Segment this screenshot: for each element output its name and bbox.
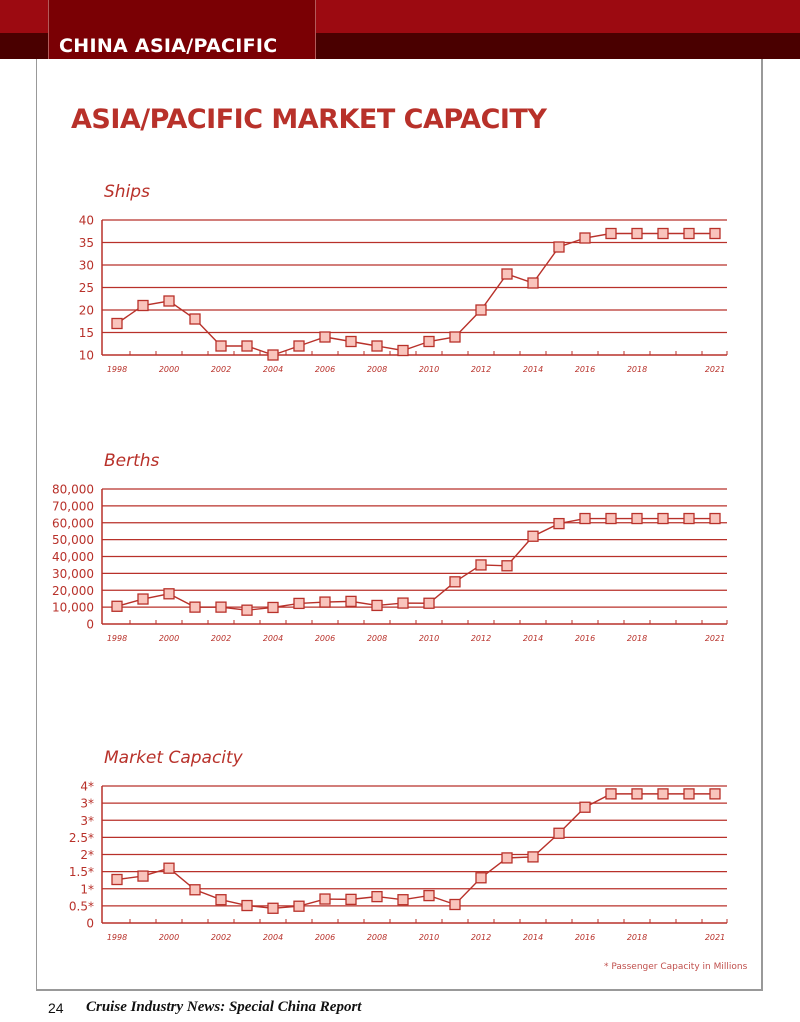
publication-name: Cruise Industry News: Special China Report: [86, 999, 362, 1015]
data-point-marker: [112, 319, 122, 329]
data-point-marker: [138, 301, 148, 311]
y-tick-label: 20,000: [52, 583, 94, 598]
data-point-marker: [710, 514, 720, 524]
x-tick-label: 2016: [574, 634, 596, 643]
x-tick-label: 2006: [314, 634, 336, 643]
y-tick-label: 10: [78, 348, 94, 363]
ships-line-chart: [0, 205, 800, 385]
x-tick-label: 1998: [106, 933, 128, 942]
x-tick-label: 2000: [158, 365, 180, 374]
data-point-marker: [190, 314, 200, 324]
y-tick-label: 35: [78, 236, 94, 250]
chart-title-market-capacity: Market Capacity: [104, 748, 243, 768]
x-tick-label: 2012: [470, 365, 492, 374]
data-point-marker: [398, 598, 408, 608]
data-point-marker: [710, 789, 720, 799]
page-number: 24: [48, 1000, 64, 1016]
data-point-marker: [424, 891, 434, 901]
y-tick-label: 0: [86, 617, 94, 632]
y-tick-label: 3*: [80, 813, 94, 828]
data-point-marker: [580, 514, 590, 524]
data-point-marker: [476, 873, 486, 883]
x-tick-label: 2006: [314, 933, 336, 942]
data-point-marker: [372, 600, 382, 610]
x-tick-label: 2010: [418, 634, 440, 643]
data-point-marker: [658, 514, 668, 524]
series-line: [117, 519, 715, 611]
x-tick-label: 2000: [158, 933, 180, 942]
y-tick-label: 25: [78, 281, 94, 295]
data-point-marker: [164, 863, 174, 873]
data-point-marker: [580, 802, 590, 812]
data-point-marker: [320, 332, 330, 342]
x-tick-label: 2006: [314, 365, 336, 374]
data-point-marker: [164, 589, 174, 599]
y-tick-label: 10,000: [52, 600, 94, 615]
y-tick-label: 30,000: [52, 566, 94, 581]
y-tick-label: 2*: [80, 848, 94, 862]
x-tick-label: 2010: [418, 933, 440, 942]
data-point-marker: [424, 598, 434, 608]
x-tick-label: 2021: [704, 634, 726, 643]
y-tick-label: 20: [78, 303, 94, 318]
data-point-marker: [554, 519, 564, 529]
y-tick-label: 30: [78, 258, 94, 273]
page-title: ASIA/PACIFIC MARKET CAPACITY: [71, 104, 547, 135]
data-point-marker: [502, 561, 512, 571]
data-point-marker: [528, 531, 538, 541]
y-tick-label: 15: [78, 326, 94, 340]
data-point-marker: [398, 346, 408, 356]
y-tick-label: 0: [86, 916, 94, 931]
data-point-marker: [684, 229, 694, 239]
x-tick-label: 2000: [158, 634, 180, 643]
data-point-marker: [372, 892, 382, 902]
data-point-marker: [268, 350, 278, 360]
data-point-marker: [684, 789, 694, 799]
data-point-marker: [684, 514, 694, 524]
x-tick-label: 2010: [418, 365, 440, 374]
section-tab: [48, 0, 316, 59]
y-tick-label: 1.5*: [68, 865, 94, 880]
data-point-marker: [138, 594, 148, 604]
x-tick-label: 2021: [704, 933, 726, 942]
data-point-marker: [580, 233, 590, 243]
data-point-marker: [554, 242, 564, 252]
data-point-marker: [450, 332, 460, 342]
data-point-marker: [190, 602, 200, 612]
data-point-marker: [346, 894, 356, 904]
x-tick-label: 2018: [626, 933, 648, 942]
data-point-marker: [372, 341, 382, 351]
y-tick-label: 0.5*: [68, 899, 94, 914]
x-tick-label: 2014: [522, 634, 544, 643]
data-point-marker: [320, 597, 330, 607]
x-tick-label: 2008: [366, 365, 388, 374]
data-point-marker: [190, 885, 200, 895]
x-tick-label: 2002: [210, 634, 232, 643]
y-tick-label: 2.5*: [68, 830, 94, 845]
data-point-marker: [398, 895, 408, 905]
y-tick-label: 60,000: [52, 516, 94, 531]
x-tick-label: 2018: [626, 365, 648, 374]
x-tick-label: 2004: [262, 634, 284, 643]
series-line: [117, 234, 715, 356]
data-point-marker: [476, 305, 486, 315]
data-point-marker: [242, 605, 252, 615]
data-point-marker: [450, 577, 460, 587]
section-label: CHINA ASIA/PACIFIC: [59, 35, 278, 57]
y-tick-label: 4*: [80, 779, 94, 794]
chart-title-berths: Berths: [104, 451, 160, 471]
data-point-marker: [554, 828, 564, 838]
data-point-marker: [320, 894, 330, 904]
data-point-marker: [346, 337, 356, 347]
data-point-marker: [658, 229, 668, 239]
data-point-marker: [346, 596, 356, 606]
data-point-marker: [632, 514, 642, 524]
data-point-marker: [242, 901, 252, 911]
x-tick-label: 2008: [366, 933, 388, 942]
data-point-marker: [658, 789, 668, 799]
data-point-marker: [294, 341, 304, 351]
x-tick-label: 2004: [262, 365, 284, 374]
data-point-marker: [268, 602, 278, 612]
series-line: [117, 794, 715, 908]
data-point-marker: [268, 903, 278, 913]
y-tick-label: 40: [78, 213, 94, 228]
data-point-marker: [242, 341, 252, 351]
data-point-marker: [164, 296, 174, 306]
data-point-marker: [710, 229, 720, 239]
data-point-marker: [424, 337, 434, 347]
data-point-marker: [450, 900, 460, 910]
footnote: * Passenger Capacity in Millions: [604, 962, 748, 972]
x-tick-label: 1998: [106, 634, 128, 643]
x-tick-label: 2012: [470, 933, 492, 942]
data-point-marker: [528, 852, 538, 862]
data-point-marker: [528, 278, 538, 288]
x-tick-label: 2002: [210, 933, 232, 942]
data-point-marker: [606, 229, 616, 239]
data-point-marker: [606, 789, 616, 799]
x-tick-label: 2021: [704, 365, 726, 374]
y-tick-label: 3*: [80, 796, 94, 811]
data-point-marker: [216, 895, 226, 905]
x-tick-label: 2004: [262, 933, 284, 942]
x-tick-label: 2014: [522, 933, 544, 942]
data-point-marker: [502, 269, 512, 279]
data-point-marker: [606, 514, 616, 524]
data-point-marker: [216, 341, 226, 351]
data-point-marker: [502, 853, 512, 863]
data-point-marker: [632, 789, 642, 799]
x-tick-label: 1998: [106, 365, 128, 374]
x-tick-label: 2008: [366, 634, 388, 643]
x-tick-label: 2016: [574, 365, 596, 374]
chart-title-ships: Ships: [104, 182, 150, 202]
data-point-marker: [476, 560, 486, 570]
x-tick-label: 2016: [574, 933, 596, 942]
x-tick-label: 2014: [522, 365, 544, 374]
x-tick-label: 2012: [470, 634, 492, 643]
data-point-marker: [632, 229, 642, 239]
x-tick-label: 2018: [626, 634, 648, 643]
data-point-marker: [294, 901, 304, 911]
y-tick-label: 50,000: [52, 533, 94, 548]
y-tick-label: 40,000: [52, 550, 94, 564]
data-point-marker: [216, 602, 226, 612]
data-point-marker: [294, 598, 304, 608]
data-point-marker: [138, 871, 148, 881]
market-capacity-line-chart: [0, 772, 800, 952]
x-tick-label: 2002: [210, 365, 232, 374]
y-tick-label: 70,000: [52, 499, 94, 514]
data-point-marker: [112, 875, 122, 885]
data-point-marker: [112, 601, 122, 611]
berths-line-chart: [0, 475, 800, 655]
y-tick-label: 1*: [80, 882, 94, 897]
y-tick-label: 80,000: [52, 482, 94, 497]
